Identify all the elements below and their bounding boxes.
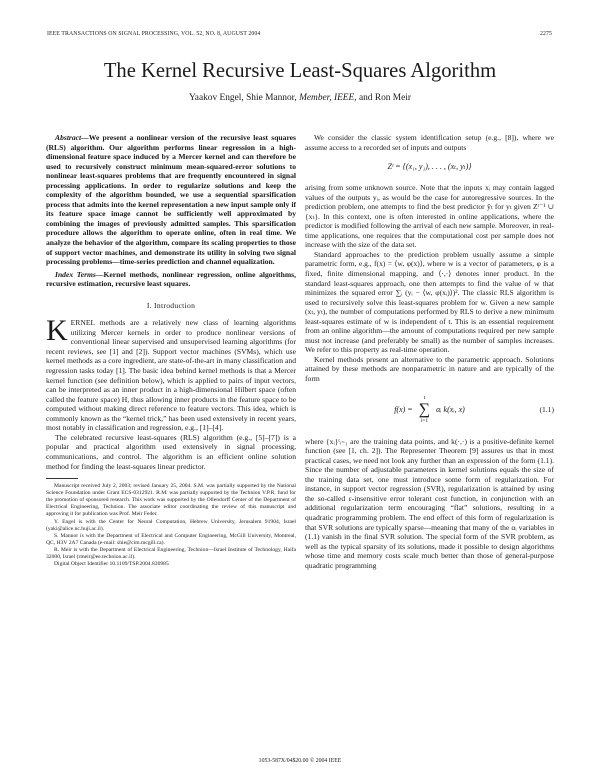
right-column: [305, 133, 554, 570]
paper-title: The Kernel Recursive Least-Squares Algorithm: [103, 60, 497, 82]
left-column: [46, 133, 296, 568]
page-number: 2275: [540, 31, 552, 37]
section-heading: I. Introduction: [146, 300, 196, 310]
footnote-meir: R. Meir is with the Department of Electrical Engineering, Technion—Israel Institute of Technology, Haifa 32000, Israel (rmeir@ee.technion.ac.il).: [46, 546, 296, 560]
equation-lhs: f(x) =: [394, 404, 413, 414]
footnote-manuscript: Manuscript received July 2, 2003; revised January 25, 2004. S.M. was partially supported by the National Science Foundation under Grant ECS-0312921. R.M. was partially supported by the Technion V.P.R. fund for the promotion of sponsored research. This work was supported by the Ollendorff Center of the Department of Electrical Engineering, Technion. The associate editor coordinating the review of this manuscript and approving it for publication was Prof. Meir Feder.: [46, 483, 296, 518]
footnotes: [46, 483, 296, 568]
intro-paragraph-1-text: ERNEL methods are a relatively new class of learning algorithms utilizing Mercer kernels in order to produce nonlinear versions of conventional linear supervised and unsupervised learning algorithms (for recent reviews, see [1] and [2]). Support vector machines (SVMs), which use kernel methods as a core ingredient, are state-of-the-art in many classification and regression tasks today [1]. The basic idea behind kernel methods is that a Mercer kernel function (see definition below), which is applied to pairs of input vectors, can be interpreted as an inner product in a high-dimensional Hilbert space (often called the feature space) H, thus allowing inner products in the feature space to be computed without making direct reference to feature vectors. This idea, which is commonly known as the “kernel trick,” has been used extensively in recent years, most notably in classification and regression, e.g., [1]–[4].: [46, 318, 296, 433]
abstract-text: We present a nonlinear version of the recursive least squares (RLS) algorithm. Our algorithm performs linear regression in a high-dimensional feature space induced by a Mercer kernel and can therefore be used to recursively construct minimum mean-squared-error solutions to nonlinear least-squares problems that are frequently encountered in signal processing applications. In order to regularize solutions and keep the complexity of the algorithm bounded, we use a sequential sparsification process that admits into the kernel representation a new input sample only if its feature space image cannot be sufficiently well approximated by combining the images of previously admitted samples. This sparsification procedure allows the algorithm to operate online, often in real time. We analyze the behavior of the algorithm, compare its scaling properties to those of support vector machines, and demonstrate its utility in solving two signal processing problems—time-series prediction and channel equalization.: [46, 133, 296, 267]
footnote-doi: Digital Object Identifier 10.1109/TSP.2004.830985: [54, 561, 169, 568]
footnote-mannor: S. Mannor is with the Department of Electrical and Computer Engineering, McGill University, Montreal, QC, H3V 2A7 Canada (e-mail: shie@cim.mcgill.ca).: [46, 532, 296, 546]
running-head: [47, 31, 552, 41]
right-paragraph-2: arising from some unknown source. Note that the inputs xᵢ may contain lagged values of the outputs yᵢ, as would be the case for autoregressive sources. In the prediction problem, one attempts to find the best predictor ŷₜ for yₜ given Zᵗ⁻¹ ∪ {xₜ}. In this context, one is often interested in online applications, where the predictor is modified following the arrival of each new sample. Moreover, in real-time applications, one requires that the computational cost per sample does not increase with the size of the data set.: [305, 183, 554, 250]
equation-sample-set: [305, 156, 554, 178]
equation-number: (1.1): [539, 404, 554, 414]
index-terms: [46, 270, 296, 289]
journal-name: IEEE TRANSACTIONS ON SIGNAL PROCESSING, VOL. 52, NO. 8, AUGUST 2004: [47, 31, 261, 37]
intro-paragraph-2: The celebrated recursive least-squares (RLS) algorithm (e.g., [5]–[7]) is a popular and practical algorithm used extensively in signal processing, communications, and control. The algorithm is an efficient online solution method for finding the least-squares linear predictor.: [46, 432, 296, 471]
right-paragraph-1: We consider the classic system identification setup (e.g., [8]), where we assume access to a recorded set of inputs and outputs: [305, 133, 554, 152]
right-paragraph-3: Standard approaches to the prediction problem usually assume a simple parametric form, e.g., f(x) = ⟨w, φ(x)⟩, where w is a vector of parameters, φ is a fixed, finite dimensional mapping, and ⟨·,·⟩ denotes inner product. In the standard least-squares approach, one then attempts to find the value of w that minimizes the squared error ∑ᵢ (yᵢ − ⟨w, φ(xᵢ)⟩)². The classic RLS algorithm is used to recursively solve this least-squares problem for w. Given a new sample (xₜ, yₜ), the number of computations performed by RLS to derive a new minimum least-squares estimate of w is independent of t. This is an essential requirement from an online algorithm—the amount of computations required per new sample must not increase (and preferably be small) as the number of samples increases. We refer to this property as real-time operation.: [305, 249, 554, 355]
equation-kernel-form: [305, 388, 554, 432]
sum-upper-limit: t: [423, 394, 426, 401]
author-names: Yaakov Engel, Shie Mannor,: [188, 93, 297, 103]
abstract: [46, 133, 296, 267]
equation-sample-set-text: Zᵗ = {(x₁, y₁), . . . , (xₜ, yₜ)}: [387, 162, 472, 172]
drop-cap: K: [46, 314, 68, 348]
right-paragraph-4: Kernel methods present an alternative to the parametric approach. Solutions attained by these methods are nonparametric in nature and are typically of the form: [305, 354, 554, 384]
author-membership: Member, IEEE,: [299, 93, 357, 103]
equation-rhs: αᵢ k(xᵢ, x): [436, 404, 465, 414]
right-paragraph-5: where {xᵢ}ᵗᵢ₌₁ are the training data points, and k(·,·) is a positive-definite kernel function (see [1, ch. 2]). The Representer Theorem [9] assures us that in most practical cases, we need not look any further than an expression of the form (1.1). Since the number of adjustable parameters in kernel solutions equals the size of the training data set, one must introduce some form of regularization. For instance, in support vector regression (SVR), regularization is attained by using the so-called ε-insensitive error tolerant cost function, in conjunction with an additional regularization term encouraging “flat” solutions, resulting in a quadratic programming problem. The end effect of this form of regularization is that SVR solutions are typically sparse—meaning that many of the αᵢ variables in (1.1) vanish in the final SVR solution. The special form of the SVR problem, as well as the typical sparsity of its solutions, made it possible to design algorithms whose time and memory costs scale much better than those of general-purpose quadratic programming: [305, 436, 554, 570]
author-last: and Ron Meir: [358, 93, 412, 103]
footnote-divider: [46, 478, 78, 479]
abstract-label: Abstract—: [55, 133, 89, 142]
summation-sign: t ∑ i=1: [418, 394, 431, 424]
copyright-footer: 1053-587X/04$20.00 © 2004 IEEE: [258, 758, 342, 764]
footnote-engel: Y. Engel is with the Center for Neural Computation, Hebrew University, Jerusalem 91904, Israel (yaki@alice.nc.huji.ac.il).: [46, 518, 296, 532]
index-terms-text: Kernel methods, nonlinear regression, online algorithms, recursive estimation, recursive least squares.: [46, 269, 296, 289]
index-terms-label: Index Terms—: [55, 269, 104, 279]
sum-lower-limit: i=1: [420, 417, 429, 424]
author-line: [40, 93, 560, 103]
intro-paragraph-1: [46, 314, 296, 433]
